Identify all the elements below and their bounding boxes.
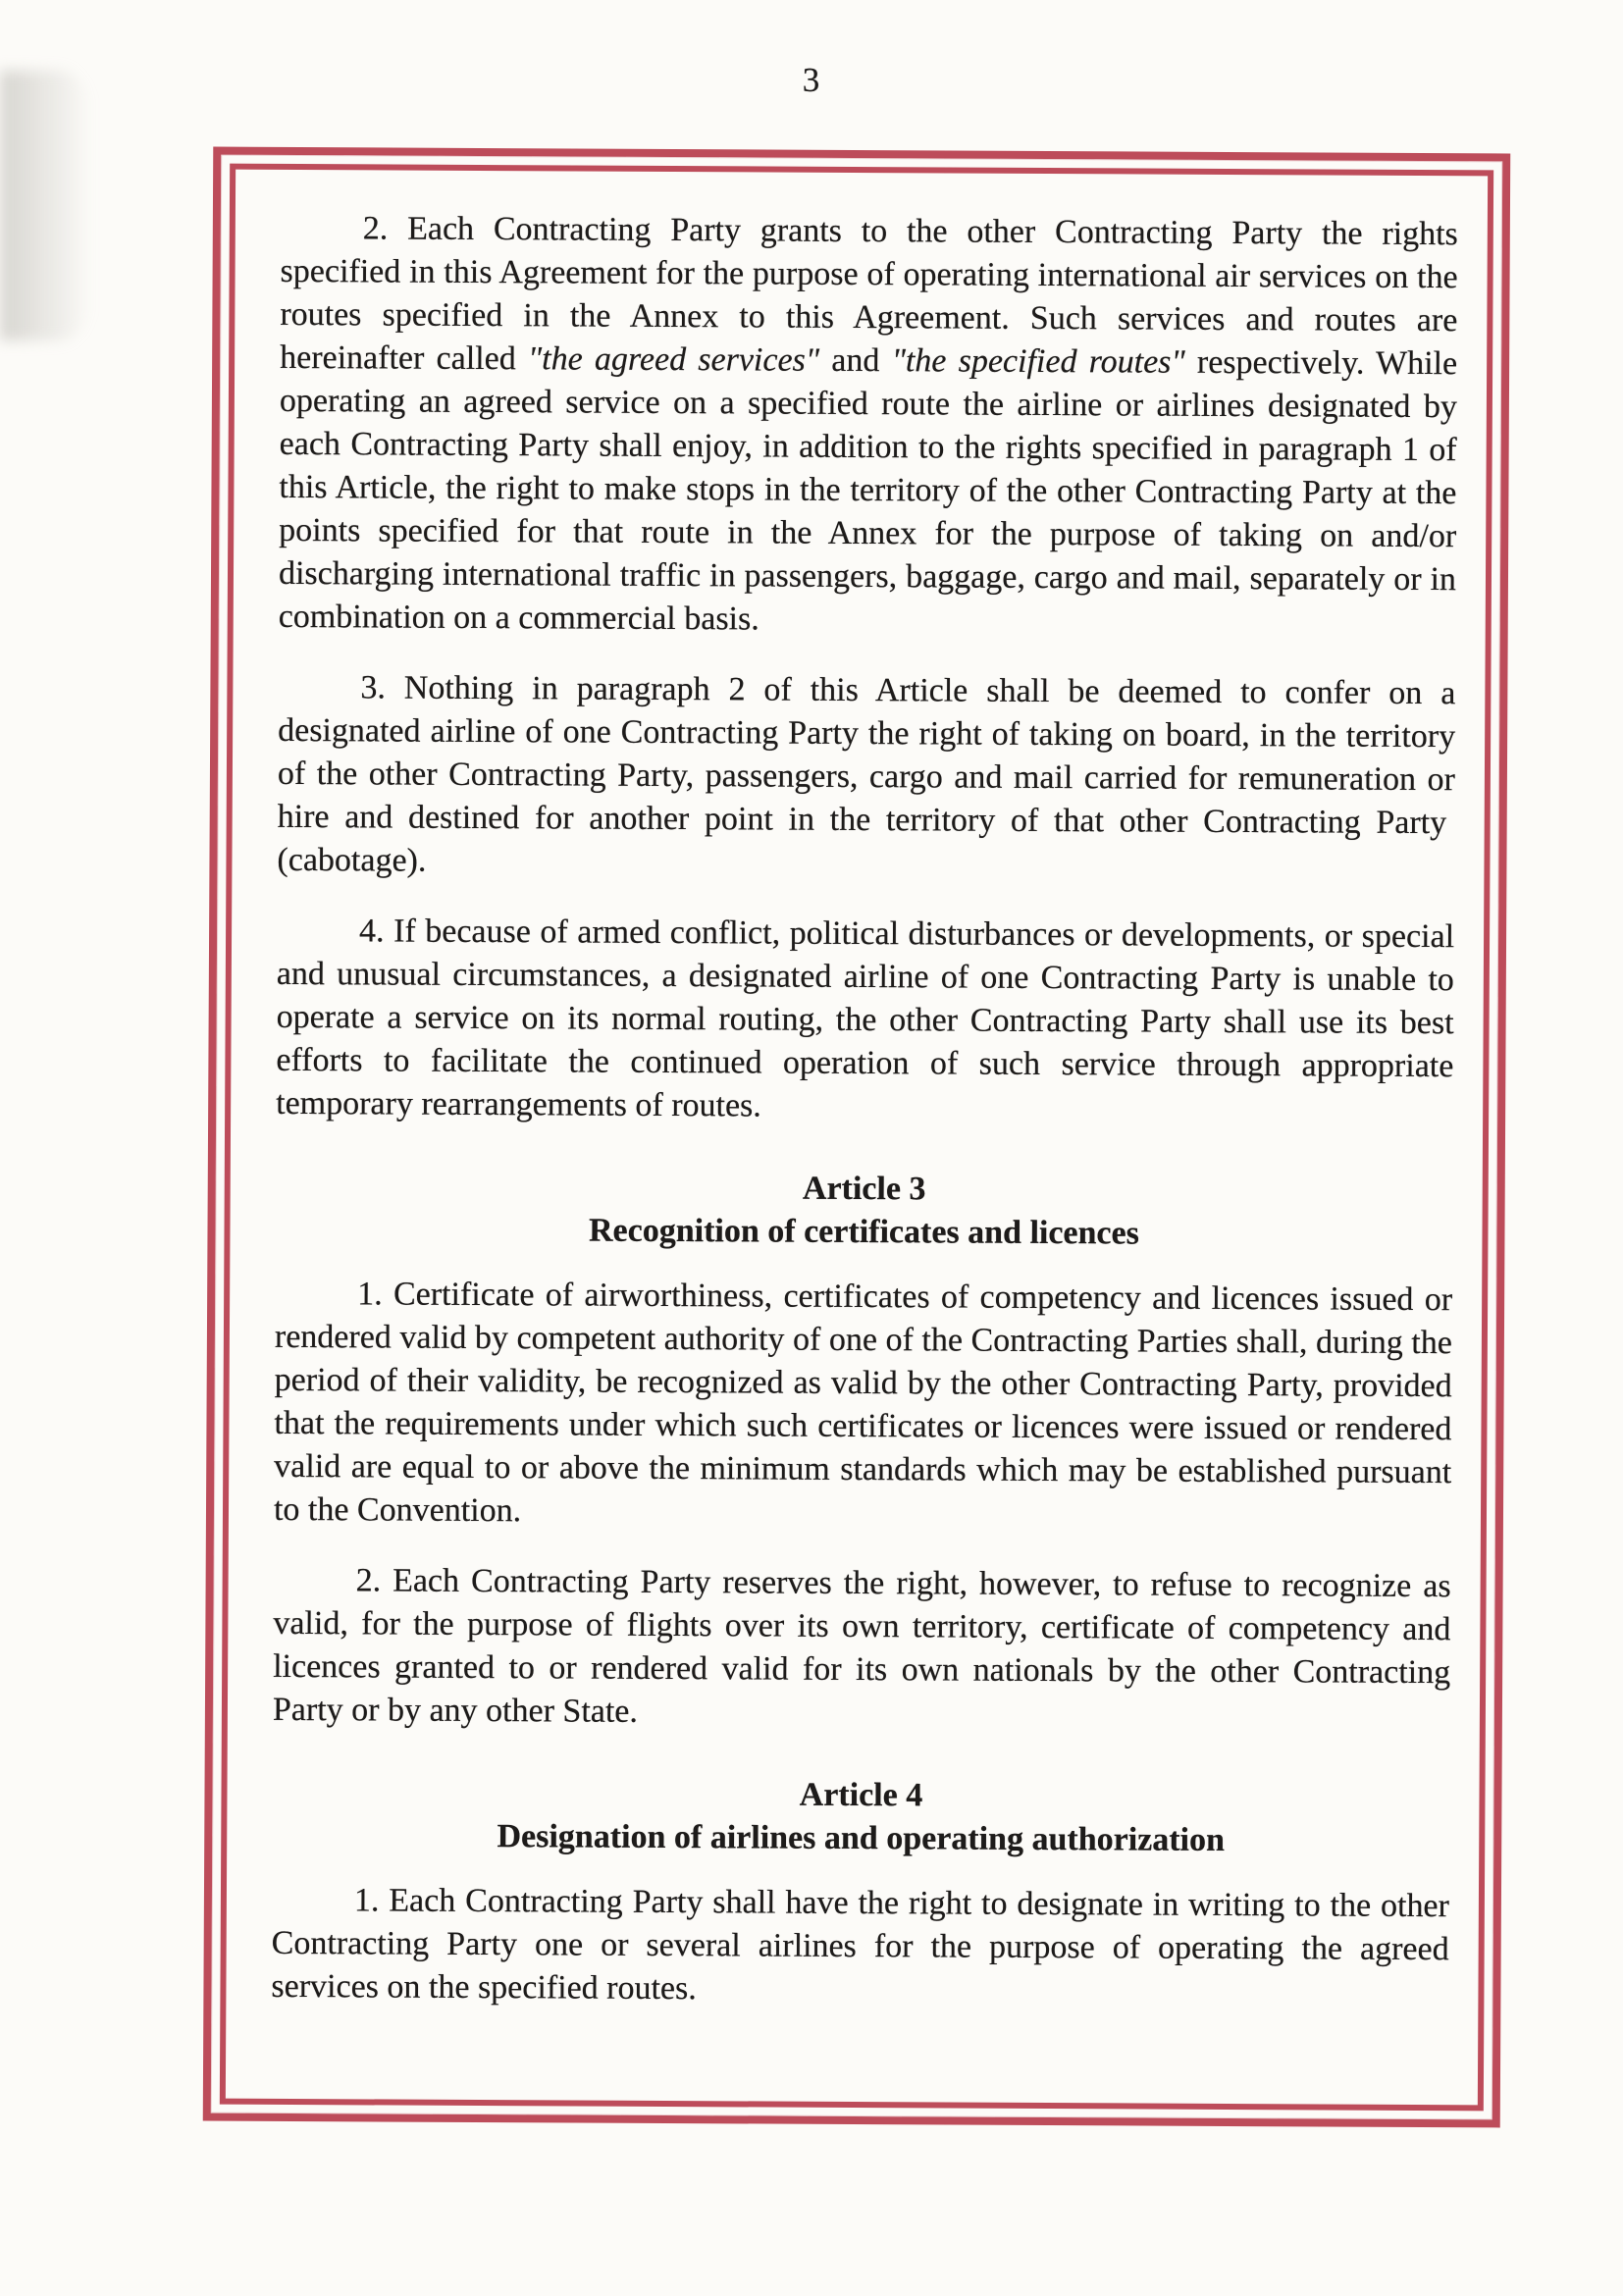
- document-content: [226, 170, 1488, 2106]
- page-number: 3: [802, 61, 821, 99]
- scan-edge-smudge: [0, 71, 108, 340]
- paragraph-2-text-end: respectively. While operating an agreed service on a specified route the airline or airlines designated by each Contracting Party shall enjoy, in addition to the rights specified in paragraph 1 of this Article, the right to make stops in the territory of the other Contracting Party at the points specified for that route in the Annex for the purpose of taking on and/or discharging international traffic in passengers, baggage, cargo and mail, separately or in combination on a commercial basis.: [278, 343, 1458, 638]
- italic-phrase-specified-routes: "the specified routes": [891, 342, 1185, 381]
- page-border-frame-inner: [220, 164, 1493, 2112]
- article-4-paragraph-1: 1. Each Contracting Party shall have the right to designate in writing to the other Contracting Party one or several airlines for the purpose of operating the agreed services on the specified routes.: [271, 1882, 1450, 2008]
- paragraph-2-text-start: 2. Each Contracting Party grants to the other Contracting Party the rights specified in this Agreement for the purpose of operating international air services on the routes specified in the Annex to this Agreement. Such services and routes are hereinafter called: [280, 210, 1458, 378]
- article-3-paragraph-2: 2. Each Contracting Party reserves the right, however, to refuse to recognize as valid, for the purpose of flights over its own territory, certificate of competency and licences granted to or rendered valid for its own nationals by the other Contracting Party or by any other State.: [272, 1562, 1451, 1730]
- paragraph-3: 3. Nothing in paragraph 2 of this Article shall be deemed to confer on a designated airline of one Contracting Party the right of taking on board, in the territory of the other Contracting Party, passengers, cargo and mail carried for remuneration or hire and destined for another point in the territory of that other Contracting Party (cabotage).: [277, 669, 1456, 879]
- article-4-subtitle: Designation of airlines and operating authorization: [497, 1818, 1226, 1858]
- paragraph-2: [279, 207, 1458, 645]
- article-3-subtitle: Recognition of certificates and licences: [588, 1212, 1140, 1252]
- article-4-title: Article 4: [799, 1776, 923, 1814]
- article-3-paragraph-1: 1. Certificate of airworthiness, certificates of competency and licences issued or rendered valid by competent authority of one of the Contracting Parties shall, during the period of their validity, be recognized as valid by the other Contracting Party, provided that the requirements under which such certificates or licences were issued or rendered valid are equal to or above the minimum standards which may be established pursuant to the Convention.: [273, 1276, 1453, 1530]
- paragraph-2-text-mid: and: [819, 341, 892, 380]
- page-border-frame: [203, 147, 1511, 2128]
- paragraph-4: 4. If because of armed conflict, political disturbances or developments, or special and unusual circumstances, a designated airline of one Contracting Party is unable to operate a service on its normal routing, the other Contracting Party shall use its best efforts to facilitate the continued operation of such service through appropriate temporary rearrangements of routes.: [276, 913, 1455, 1124]
- article-3-title: Article 3: [802, 1170, 926, 1208]
- italic-phrase-agreed-services: "the agreed services": [527, 340, 820, 379]
